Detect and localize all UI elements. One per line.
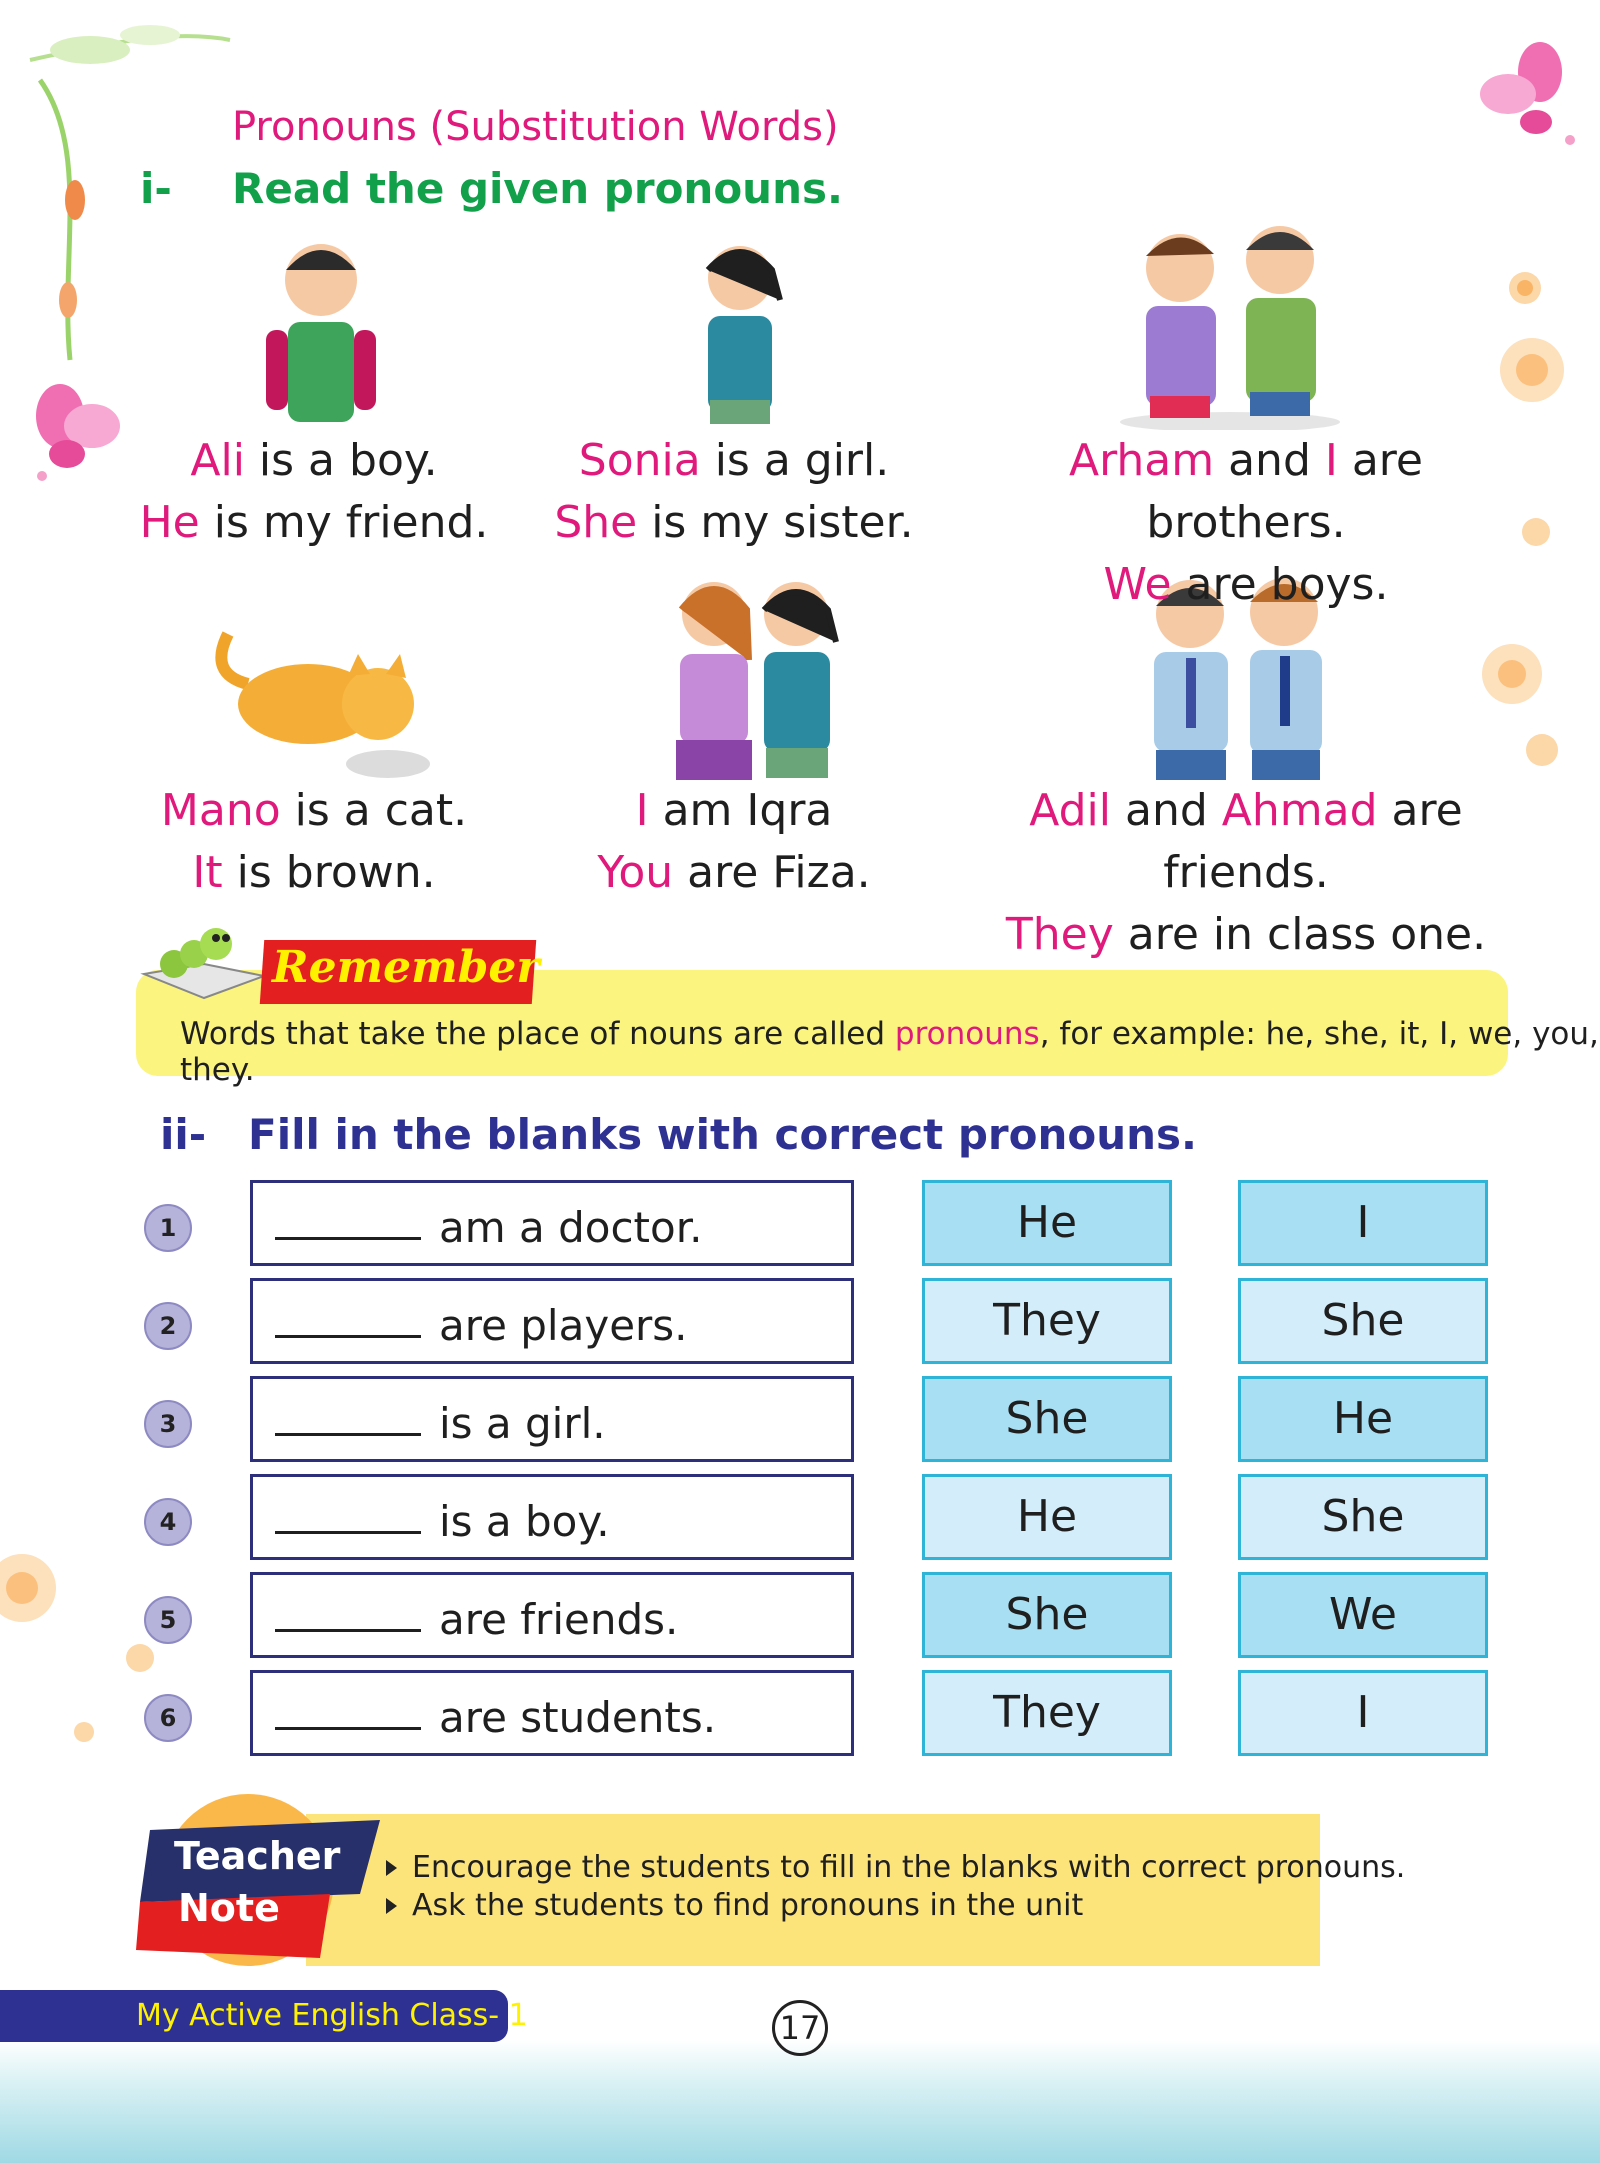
pronoun-word: You <box>597 847 674 898</box>
caption-text: are in class one. <box>1113 909 1487 960</box>
option-button[interactable]: He <box>1238 1376 1488 1462</box>
option-button[interactable]: I <box>1238 1180 1488 1266</box>
caption-text: is brown. <box>222 847 436 898</box>
remember-highlight: pronouns <box>894 1016 1040 1052</box>
question-text: are players. <box>439 1301 688 1350</box>
caption-text: are friends. <box>1163 785 1463 898</box>
option-button[interactable]: They <box>922 1670 1172 1756</box>
pronoun-word: I <box>1324 435 1338 486</box>
example-caption-iqra <box>474 780 994 904</box>
section-1-text: Read the given pronouns. <box>232 164 843 213</box>
answer-blank[interactable] <box>275 1395 421 1436</box>
question-text: are students. <box>439 1693 717 1742</box>
question-box[interactable] <box>250 1180 854 1266</box>
answer-blank[interactable] <box>275 1493 421 1534</box>
question-box[interactable] <box>250 1572 854 1658</box>
caption-line-2 <box>946 904 1546 966</box>
teacher-note-item <box>412 1850 1405 1885</box>
section-2-heading <box>160 1110 1197 1159</box>
option-button[interactable]: He <box>922 1474 1172 1560</box>
orange-circles-left-decoration <box>0 1540 160 1780</box>
pronoun-word: He <box>139 497 200 548</box>
example-caption-adil-ahmad <box>946 780 1546 966</box>
book-title: My Active English Class- 1 <box>136 1998 528 2033</box>
cat-mano-illustration <box>208 614 438 784</box>
brothers-arham-illustration <box>1110 210 1350 430</box>
option-button[interactable]: She <box>1238 1278 1488 1364</box>
pronoun-word: We <box>1103 559 1172 610</box>
question-text: am a doctor. <box>439 1203 703 1252</box>
pronoun-word: I <box>635 785 649 836</box>
section-2-label: ii- <box>160 1110 207 1159</box>
answer-blank[interactable] <box>275 1199 421 1240</box>
question-number: 1 <box>144 1204 192 1252</box>
pronoun-word: It <box>192 847 223 898</box>
section-1-heading <box>140 164 843 213</box>
remember-title: Remember <box>272 942 540 993</box>
boy-ali-illustration <box>236 230 406 430</box>
page-number: 17 <box>772 2000 828 2056</box>
butterfly-right-icon <box>1470 32 1580 152</box>
section-2-text: Fill in the blanks with correct pronouns. <box>248 1110 1197 1159</box>
caption-line-2 <box>474 842 994 904</box>
teacher-note-item <box>412 1888 1083 1923</box>
remember-text-start: Words that take the place of nouns are called <box>180 1016 895 1052</box>
section-1-label: i- <box>140 164 172 213</box>
question-box[interactable] <box>250 1376 854 1462</box>
question-number: 3 <box>144 1400 192 1448</box>
question-text: is a boy. <box>439 1497 610 1546</box>
option-button[interactable]: She <box>922 1572 1172 1658</box>
caption-text: are Fiza. <box>673 847 871 898</box>
remember-text-end: , for example: he, she, it, I, we, you, they. <box>180 1016 1599 1088</box>
example-caption-arham <box>966 430 1526 616</box>
option-button[interactable]: I <box>1238 1670 1488 1756</box>
teacher-note-label-2: Note <box>178 1886 280 1930</box>
noun-word: Ali <box>190 435 245 486</box>
question-box[interactable] <box>250 1670 854 1756</box>
page-title: Pronouns (Substitution Words) <box>232 104 839 150</box>
caption-line-1 <box>966 430 1526 554</box>
caption-text: and <box>1111 785 1222 836</box>
caption-line-2 <box>474 492 994 554</box>
answer-blank[interactable] <box>275 1689 421 1730</box>
option-button[interactable]: She <box>1238 1474 1488 1560</box>
caption-line-1 <box>474 780 994 842</box>
option-button[interactable]: They <box>922 1278 1172 1364</box>
caption-text: is my sister. <box>637 497 914 548</box>
teacher-note-item-text: Encourage the students to fill in the blanks with correct pronouns. <box>412 1850 1406 1885</box>
answer-blank[interactable] <box>275 1297 421 1338</box>
caption-text: is a cat. <box>280 785 468 836</box>
caption-text: are boys. <box>1171 559 1389 610</box>
caption-line-1 <box>474 430 994 492</box>
option-button[interactable]: She <box>922 1376 1172 1462</box>
noun-word: Mano <box>160 785 281 836</box>
watercolor-footer-background <box>0 2040 1600 2163</box>
answer-blank[interactable] <box>275 1591 421 1632</box>
girl-sonia-illustration <box>670 230 810 430</box>
caption-text: is a girl. <box>700 435 890 486</box>
question-number: 4 <box>144 1498 192 1546</box>
question-number: 5 <box>144 1596 192 1644</box>
bullet-arrow-icon <box>386 1898 397 1914</box>
teacher-note-badge <box>130 1790 390 1970</box>
caption-text: am Iqra <box>648 785 833 836</box>
caterpillar-book-icon <box>134 904 274 1004</box>
caption-text: are brothers. <box>1146 435 1424 548</box>
question-text: is a girl. <box>439 1399 606 1448</box>
remember-text <box>180 1016 1600 1088</box>
bullet-arrow-icon <box>386 1860 397 1876</box>
caption-line-1 <box>946 780 1546 904</box>
noun-word: Ahmad <box>1221 785 1378 836</box>
caption-text: is a boy. <box>244 435 438 486</box>
girls-iqra-fiza-illustration <box>656 570 856 786</box>
question-number: 2 <box>144 1302 192 1350</box>
teacher-note-item-text: Ask the students to find pronouns in the unit <box>412 1888 1084 1923</box>
noun-word: Sonia <box>578 435 701 486</box>
pronoun-word: She <box>554 497 638 548</box>
question-number: 6 <box>144 1694 192 1742</box>
noun-word: Adil <box>1029 785 1112 836</box>
option-button[interactable]: He <box>922 1180 1172 1266</box>
pronoun-word: They <box>1005 909 1114 960</box>
caption-line-2 <box>966 554 1526 616</box>
caption-text: and <box>1214 435 1325 486</box>
question-box[interactable] <box>250 1278 854 1364</box>
question-box[interactable] <box>250 1474 854 1560</box>
question-text: are friends. <box>439 1595 679 1644</box>
example-caption-sonia <box>474 430 994 554</box>
teacher-note-label-1: Teacher <box>174 1834 341 1878</box>
caption-text: is my friend. <box>199 497 489 548</box>
option-button[interactable]: We <box>1238 1572 1488 1658</box>
noun-word: Arham <box>1068 435 1215 486</box>
